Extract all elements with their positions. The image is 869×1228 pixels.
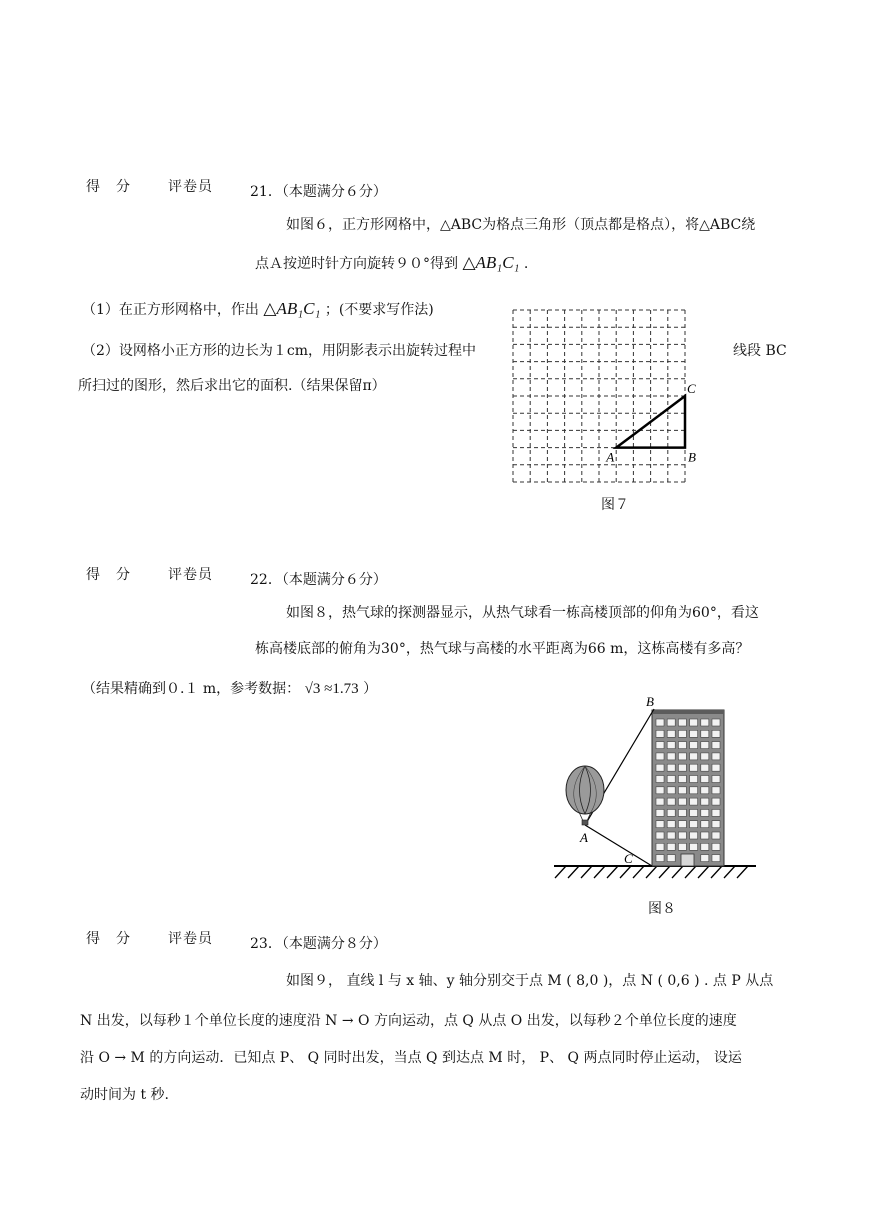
building-window [656, 843, 664, 850]
hatch-mark [633, 866, 644, 878]
building-window [667, 730, 675, 737]
building-window [678, 764, 686, 771]
figure-7-caption: 图７ [601, 497, 629, 513]
building-window [712, 821, 720, 828]
q22-line2: 栋高楼底部的俯角为30°，热气球与高楼的水平距离为66 m，这栋高楼有多高？ [255, 641, 750, 657]
q21-header: 21．（本题满分６分） [250, 184, 387, 200]
building-window [656, 776, 664, 783]
q23-line2: N 出发，以每秒１个单位长度的速度沿 N → O 方向运动，点 Q 从点 O 出发，以每秒２个单位长度的速度 [80, 1013, 737, 1029]
point-c-label: C [687, 381, 696, 396]
building-window [701, 753, 709, 760]
building-window [678, 753, 686, 760]
building-window [678, 821, 686, 828]
building-window [667, 719, 675, 726]
building-window [690, 719, 698, 726]
q23-score-label: 得 分 [86, 931, 131, 947]
q22-line3-text: （结果精确到０.１ m，参考数据： [82, 681, 301, 697]
sight-line-ac [585, 825, 652, 866]
point-a-label: A [606, 449, 615, 465]
building-window [656, 821, 664, 828]
building-window [667, 855, 675, 862]
building-window [678, 742, 686, 749]
building-window [656, 730, 664, 737]
building-window [712, 742, 720, 749]
building-window [678, 798, 686, 805]
point-b-label: B [646, 694, 654, 709]
building-window [690, 832, 698, 839]
building [652, 710, 724, 866]
building-window [678, 843, 686, 850]
building-window [712, 832, 720, 839]
q21-intro-line2 [255, 253, 528, 273]
building-window [701, 855, 709, 862]
q22-line3-end: ） [363, 681, 378, 697]
building-window [656, 787, 664, 794]
building-window [678, 719, 686, 726]
building-window [701, 821, 709, 828]
building-window [690, 809, 698, 816]
hatch-mark [620, 866, 631, 878]
grid-lines [513, 310, 685, 482]
hatch-mark [724, 866, 735, 878]
q23-line4: 动时间为 t 秒. [80, 1087, 169, 1103]
q23-line3: 沿 O → M 的方向运动．已知点 P、 Q 同时出发，当点 Q 到达点 M 时， P、 Q 两点同时停止运动， 设运 [80, 1050, 742, 1066]
building-window [667, 753, 675, 760]
building-window [667, 832, 675, 839]
building-window [701, 832, 709, 839]
q21-part1-end: ；(不要求写作法) [324, 302, 434, 318]
ground-hatching [555, 866, 748, 878]
q21-intro-line1: 如图６，正方形网格中，△ABC为格点三角形（顶点都是格点），将△ABC绕 [286, 217, 756, 233]
building-window [712, 730, 720, 737]
hatch-mark [685, 866, 696, 878]
q22-grader-label: 评卷员 [168, 567, 213, 583]
hatch-mark [711, 866, 722, 878]
q21-part1 [82, 299, 434, 319]
point-b-label: B [688, 449, 696, 465]
q22-line3-math: √3 ≈1.73 [304, 681, 359, 697]
building-window [690, 742, 698, 749]
building-window [667, 787, 675, 794]
building-window [701, 776, 709, 783]
hatch-mark [607, 866, 618, 878]
building-window [667, 764, 675, 771]
building-window [667, 809, 675, 816]
building-window [701, 730, 709, 737]
hatch-mark [555, 866, 566, 878]
q21-part2-line1: （2）设网格小正方形的边长为１cm，用阴影表示出旋转过程中 [82, 343, 477, 359]
building-window [678, 832, 686, 839]
q23-header: 23．（本题满分８分） [250, 936, 387, 952]
building-window [678, 730, 686, 737]
building-window [656, 798, 664, 805]
q21-part2-line1-tail: 线段 BC [733, 343, 787, 359]
building-window [701, 742, 709, 749]
q21-intro-line2-text: 点Ａ按逆时针方向旋转９０°得到 [255, 256, 458, 272]
building-window [667, 776, 675, 783]
building-window [690, 753, 698, 760]
building-window [701, 798, 709, 805]
building-window [656, 764, 664, 771]
hatch-mark [659, 866, 670, 878]
building-window [690, 798, 698, 805]
building-window [701, 719, 709, 726]
building-window [701, 843, 709, 850]
building-window [656, 719, 664, 726]
building-window [712, 855, 720, 862]
building-window [656, 742, 664, 749]
building-window [656, 855, 664, 862]
q21-intro-line2-math: △AB₁C₁ [462, 253, 520, 272]
hatch-mark [594, 866, 605, 878]
building-door [681, 854, 694, 866]
q22-header: 22．（本题满分６分） [250, 572, 387, 588]
building-window [690, 764, 698, 771]
building-window [690, 776, 698, 783]
hatch-mark [646, 866, 657, 878]
q21-grader-label: 评卷员 [168, 179, 213, 195]
q21-part2-line2: 所扫过的图形，然后求出它的面积.（结果保留π） [78, 378, 386, 394]
building-window [712, 753, 720, 760]
q22-line3 [82, 678, 377, 698]
building-window [701, 787, 709, 794]
q23-grader-label: 评卷员 [168, 931, 213, 947]
building-window [712, 798, 720, 805]
q22-score-label: 得 分 [86, 567, 131, 583]
hatch-mark [568, 866, 579, 878]
q21-intro-line2-end: . [523, 256, 529, 272]
building-window [712, 809, 720, 816]
figure-7-grid [505, 303, 710, 488]
building-window [690, 821, 698, 828]
building-window [667, 843, 675, 850]
figure-8-diagram [552, 690, 762, 880]
hatch-mark [737, 866, 748, 878]
building-window [701, 809, 709, 816]
building-window [656, 832, 664, 839]
q23-line1: 如图９， 直线 l 与 x 轴、y 轴分别交于点 M ( 8,0 )，点 N ( 0,6 ) . 点 P 从点 [286, 973, 774, 989]
building-window [701, 764, 709, 771]
building-window [690, 787, 698, 794]
q21-part1-math: △AB₁C₁ [263, 299, 321, 318]
q22-line1: 如图８，热气球的探测器显示，从热气球看一栋高楼顶部的仰角为60°，看这 [286, 605, 759, 621]
building-window [656, 753, 664, 760]
building-window [667, 821, 675, 828]
building-window [678, 787, 686, 794]
hot-air-balloon [566, 766, 604, 825]
building-window [712, 776, 720, 783]
building-window [712, 843, 720, 850]
figure-8-caption: 图８ [648, 901, 676, 917]
building-window [712, 764, 720, 771]
building-window [712, 787, 720, 794]
hatch-mark [672, 866, 683, 878]
building-window [690, 730, 698, 737]
hatch-mark [698, 866, 709, 878]
building-window [667, 798, 675, 805]
building-window [678, 809, 686, 816]
q21-score-label: 得 分 [86, 179, 131, 195]
point-c-label: C [624, 851, 633, 866]
building-window [712, 719, 720, 726]
building-window [667, 742, 675, 749]
building-window [690, 843, 698, 850]
hatch-mark [581, 866, 592, 878]
q21-part1-text: （1）在正方形网格中，作出 [82, 302, 259, 318]
building-window [678, 776, 686, 783]
building-window [656, 809, 664, 816]
point-a-label: A [580, 830, 588, 845]
